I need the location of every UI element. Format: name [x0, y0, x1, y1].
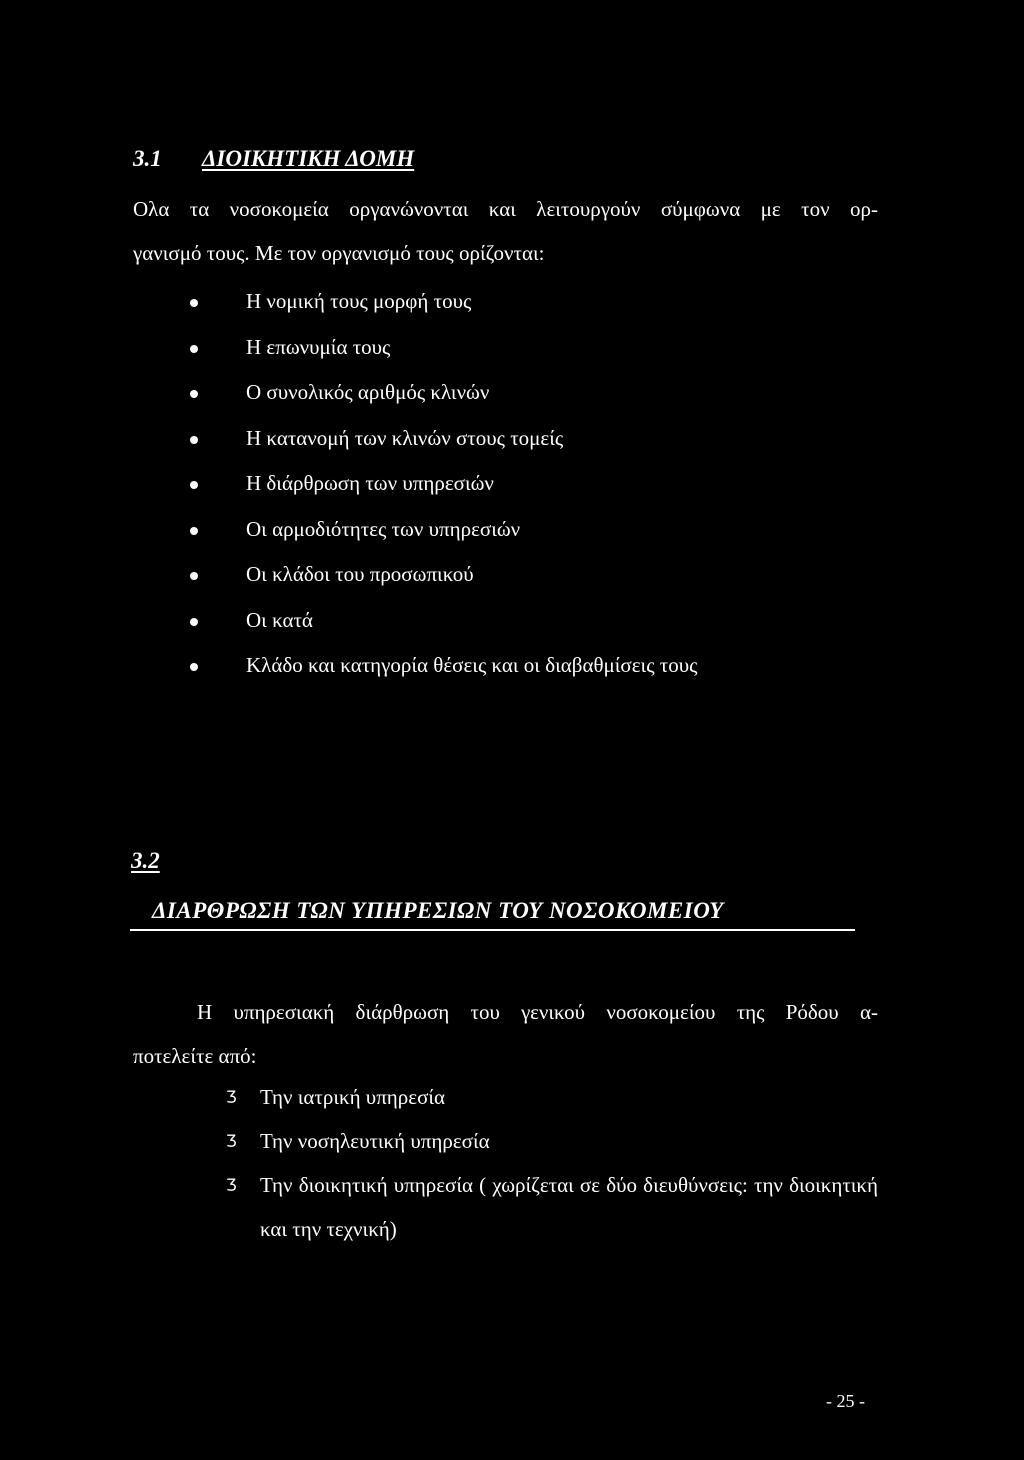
bullet-icon [190, 299, 198, 307]
list-item-text: Οι αρμοδιότητες των υπηρεσιών [246, 516, 521, 541]
bullet-icon [190, 481, 198, 489]
list-item-text: Κλάδο και κατηγορία θέσεις και οι διαβαθμίσεις τους [246, 653, 698, 677]
section-2-number: 3.2 [131, 848, 160, 873]
list-item [226, 1119, 878, 1163]
list-marker-icon: Ʒ [226, 1087, 237, 1106]
list-item-text: Η επωνυμία τους [246, 334, 391, 359]
list-item-text: Η νομική τους μορφή τους [246, 289, 472, 313]
bullet-icon [190, 618, 198, 626]
section-2-title-underline [130, 929, 855, 931]
bullet-icon [190, 390, 198, 398]
bullet-icon [190, 663, 198, 671]
section-2-intro-line-2: ποτελείτε από: [133, 1044, 257, 1068]
list-item-text: Την νοσηλευτική υπηρεσία [260, 1129, 490, 1153]
page-number: - 25 - [826, 1391, 865, 1411]
section-1-intro-line-1: Ολα τα νοσοκομεία οργανώνονται και λειτουργούν σύμφωνα με τον ορ- [133, 197, 878, 221]
list-marker-icon: Ʒ [226, 1131, 237, 1150]
section-2-intro-line-1: Η υπηρεσιακή διάρθρωση του γενικού νοσοκομείου της Ρόδου α- [197, 1000, 878, 1024]
list-item-text: Η κατανομή των κλινών στους τομείς [246, 425, 564, 450]
list-item-text: Οι κλάδοι του προσωπικού [246, 562, 474, 586]
section-2-title: ΔΙΑΡΘΡΩΣΗ ΤΩΝ ΥΠΗΡΕΣΙΩΝ ΤΟΥ ΝΟΣΟΚΟΜΕΙΟΥ [152, 898, 724, 923]
section-1-intro-line-2: γανισμό τους. Με τον οργανισμό τους ορίζονται: [133, 241, 545, 265]
list-item-text: Ο συνολικός αριθμός κλινών [246, 380, 490, 404]
section-1-number: 3.1 [133, 146, 162, 171]
bullet-icon [190, 572, 198, 580]
bullet-icon [190, 527, 198, 535]
list-marker-icon: Ʒ [226, 1175, 237, 1194]
bullet-icon [190, 436, 198, 444]
list-item-text: Την ιατρική υπηρεσία [260, 1085, 446, 1109]
list-item-text: Την διοικητική υπηρεσία ( χωρίζεται σε δύο διευθύνσεις: την διοικητική και την τεχνική) [260, 1173, 878, 1241]
section-2-service-list [226, 1075, 878, 1251]
list-item [226, 1163, 878, 1251]
list-item [226, 1075, 878, 1119]
list-item-text: Η διάρθρωση των υπηρεσιών [246, 471, 494, 495]
bullet-icon [190, 345, 198, 353]
section-1-title: ΔΙΟΙΚΗΤΙΚΗ ΔΟΜΗ [202, 146, 415, 171]
list-item-text: Οι κατά [246, 607, 313, 632]
